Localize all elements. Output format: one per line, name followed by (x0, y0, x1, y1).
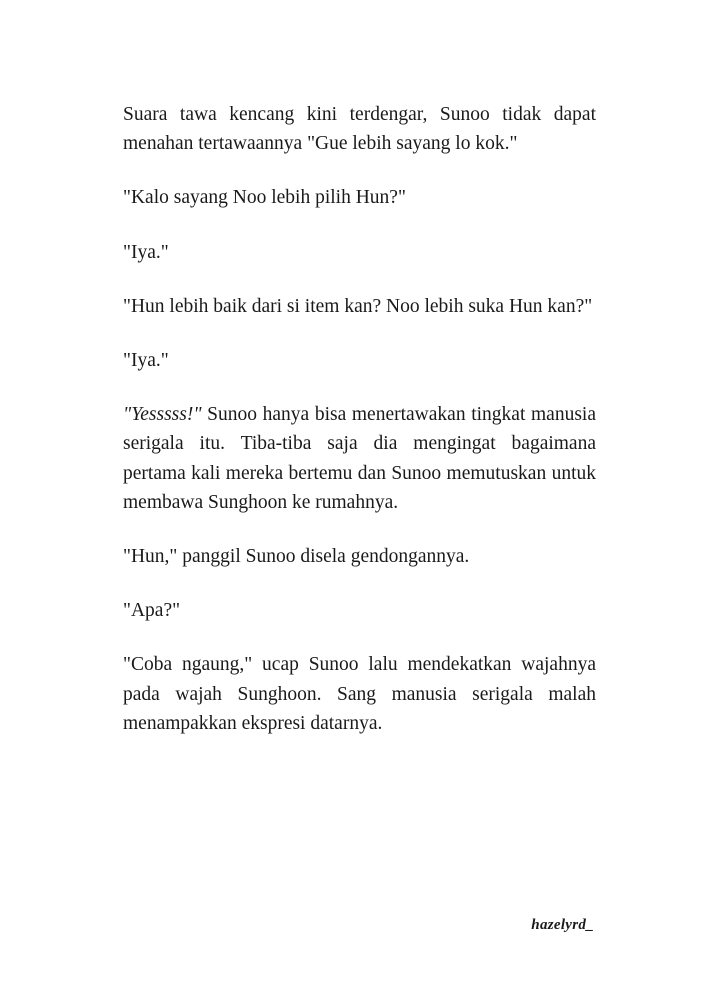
paragraph-6 (123, 400, 596, 517)
paragraph-5: "Iya." (123, 350, 169, 372)
paragraph-8: "Apa?" (123, 600, 181, 622)
paragraph-7: "Hun," panggil Sunoo disela gendongannya. (123, 546, 470, 568)
paragraph-1: Suara tawa kencang kini terdengar, Sunoo tidak dapat menahan tertawaannya "Gue lebih sayang lo kok." (123, 104, 596, 155)
paragraph-2: "Kalo sayang Noo lebih pilih Hun?" (123, 187, 406, 209)
paragraph-4: "Hun lebih baik dari si item kan? Noo lebih suka Hun kan?" (123, 295, 593, 317)
paragraph-9: "Coba ngaung," ucap Sunoo lalu mendekatkan wajahnya pada wajah Sunghoon. Sang manusia serigala malah menampakkan ekspresi datarnya. (123, 654, 596, 734)
author-signature: hazelyrd_ (531, 917, 594, 933)
paragraph-6-italic: "Yesssss!" (123, 404, 202, 426)
paragraph-3: "Iya." (123, 241, 169, 263)
paragraph-6-text: Sunoo hanya bisa menertawakan tingkat manusia serigala itu. Tiba-tiba saja dia mengingat bagaimana pertama kali mereka bertemu dan Sunoo memutuskan untuk membawa Sunghoon ke rumahnya. (123, 404, 596, 513)
story-body (123, 100, 596, 763)
